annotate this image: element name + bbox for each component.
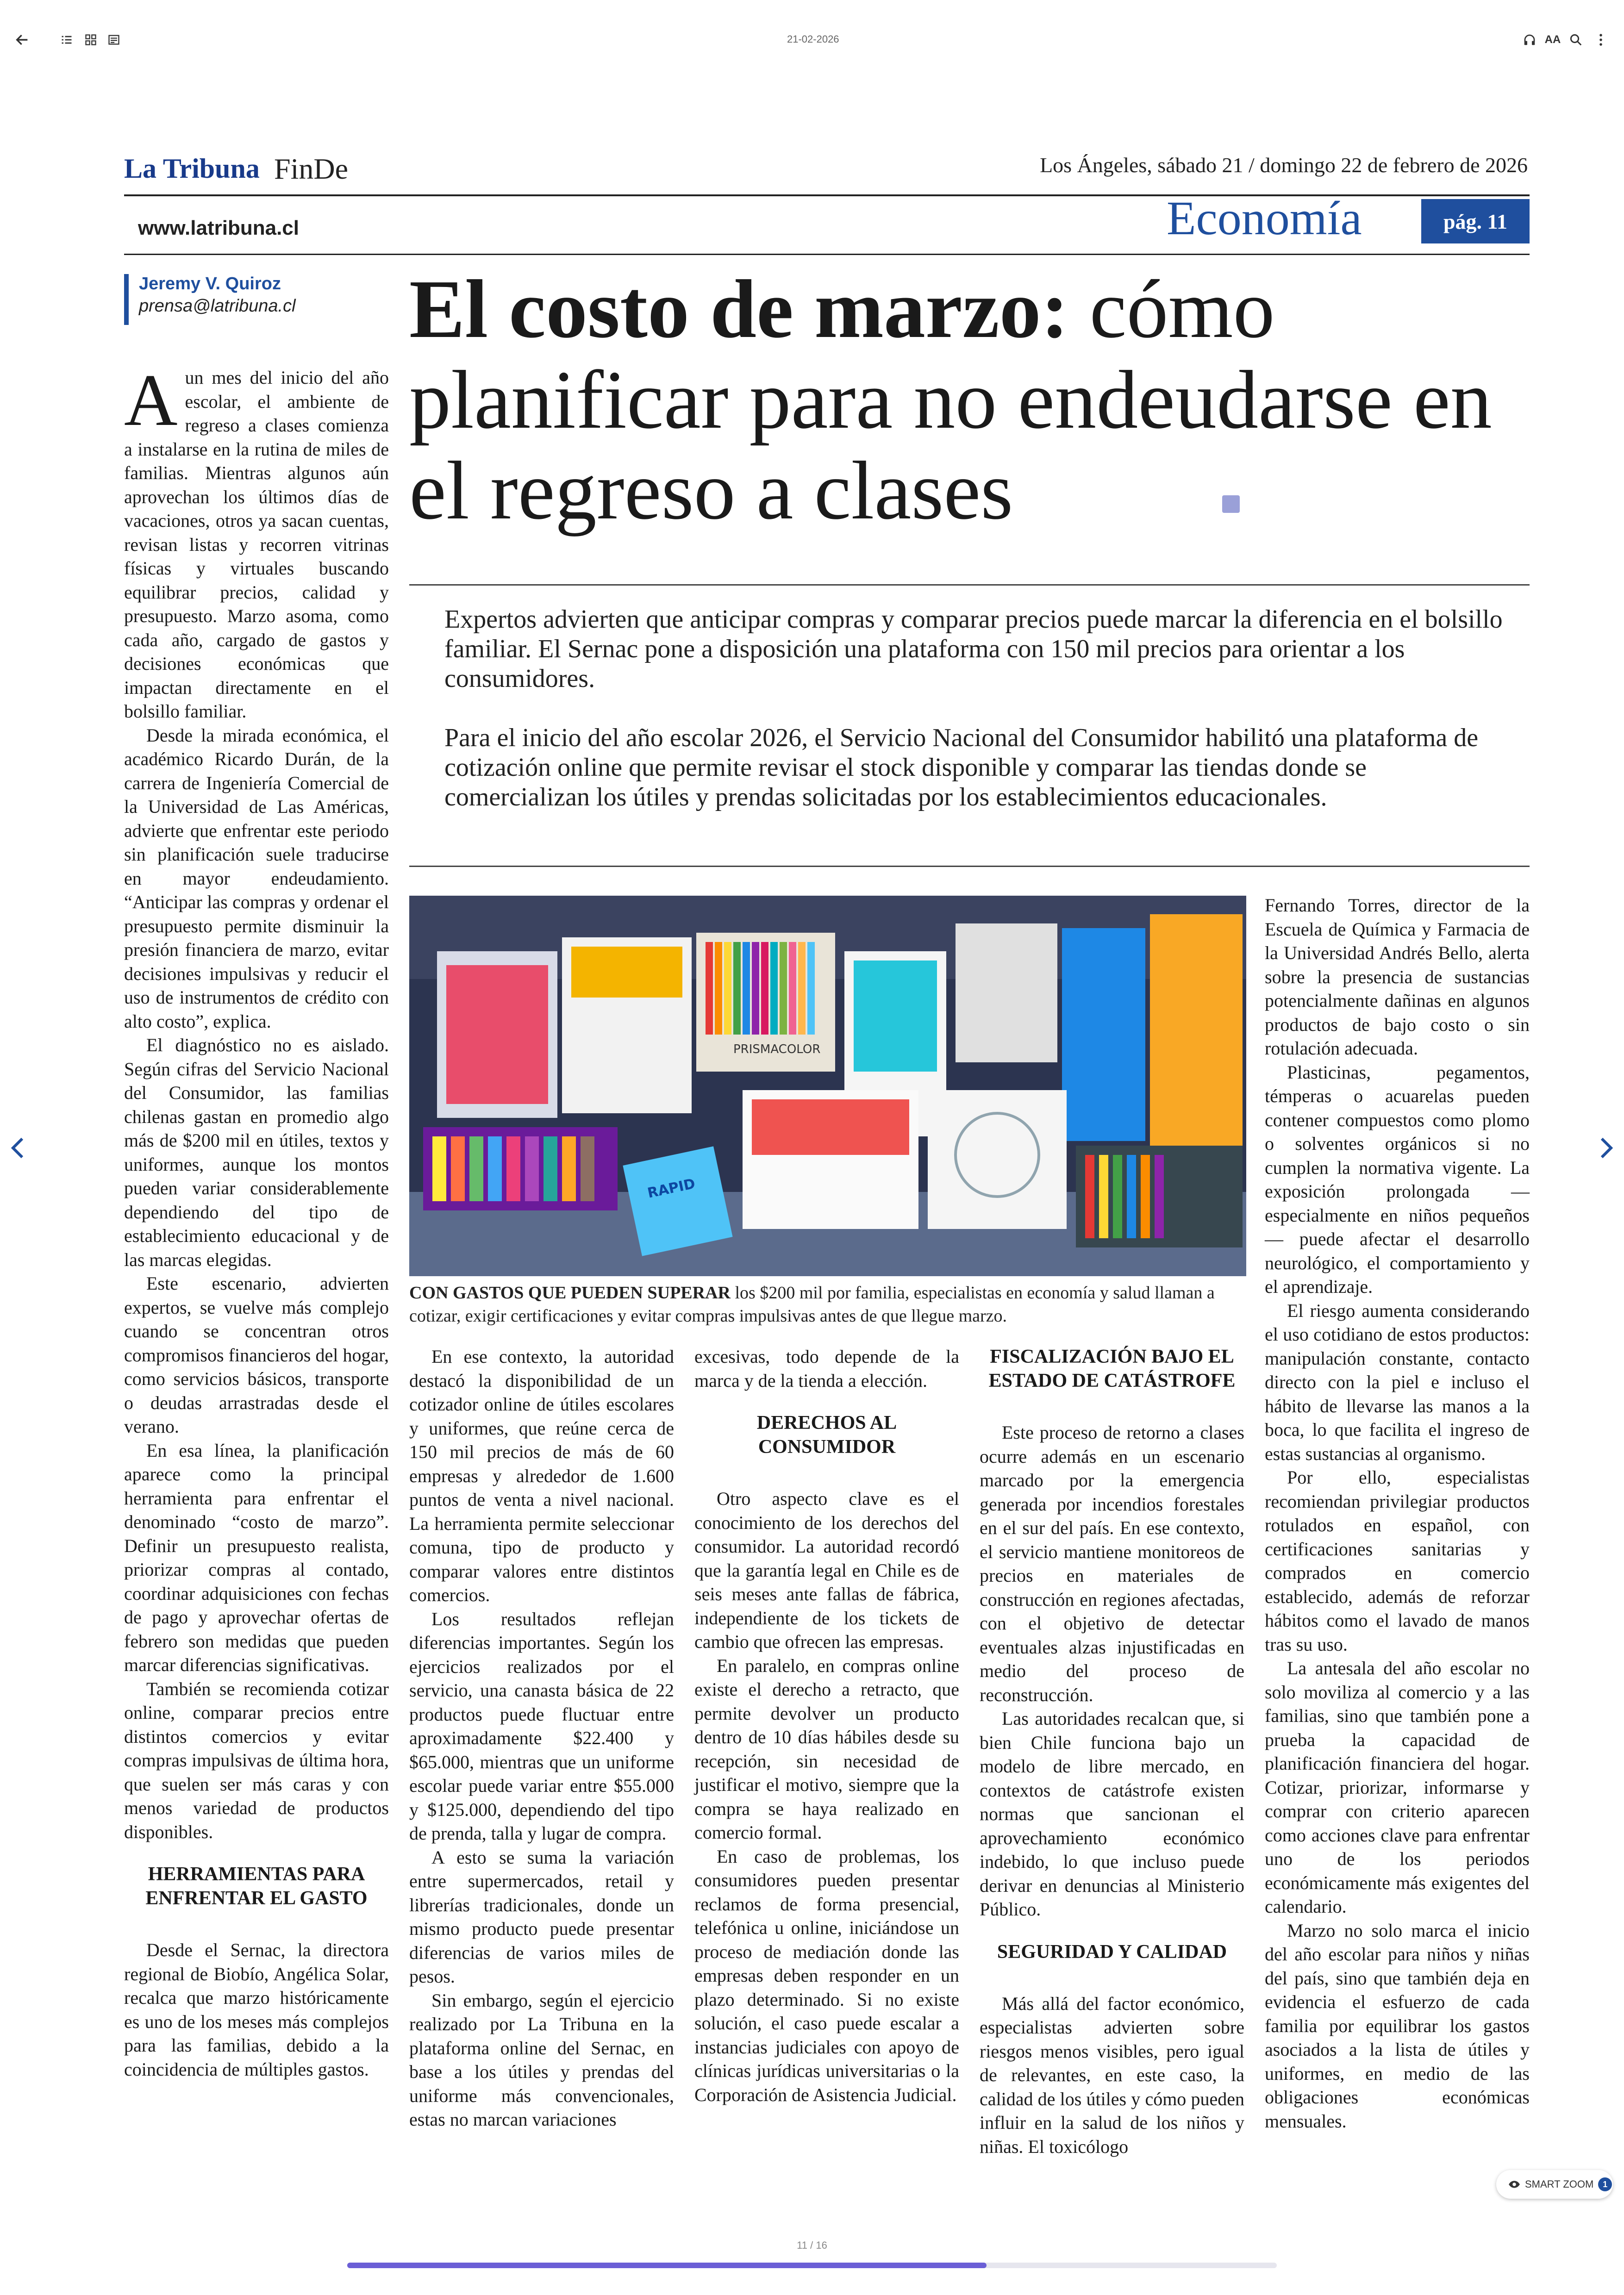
- headline: [409, 264, 1530, 536]
- paragraph: Otro aspecto clave es el conocimiento de los derechos del consumidor. La autoridad recordó que la garantía legal en Chile es de seis meses ante fallas de fábrica, independiente de los tickets de cambio que ofrecen las empresas.: [694, 1488, 959, 1652]
- paragraph: El riesgo aumenta considerando el uso cotidiano de estos productos: manipulación constante, contacto directo con la piel e incluso el hábito de llevarse las manos a la boca, lo que facilita el ingreso de estas sustancias al organismo.: [1265, 1300, 1530, 1464]
- list-icon: [60, 33, 73, 46]
- edition-name: FinDe: [274, 152, 348, 185]
- audio-marker[interactable]: [1222, 495, 1240, 513]
- paragraph: En paralelo, en compras online existe el derecho a retracto, que permite devolver un producto dentro de 10 días hábiles desde su recepción, sin necesidad de justificar el motivo, siempre que la compra se haya realizado en comercio formal.: [694, 1655, 959, 1843]
- subheading: SEGURIDAD Y CALIDAD: [997, 1941, 1227, 1963]
- lede: [444, 605, 1509, 842]
- paragraph-text: un mes del inicio del año escolar, el ambiente de regreso a clases comienza a instalarse en la rutina de miles de familias. Mientras algunos aún aprovechan los últimos días de vacaciones, otros ya sacan cuentas, revisan listas y recorren vitrinas físicas y virtuales buscando equilibrar precios, calidad y presupuesto. Marzo asoma, como cada año, cargado de gastos y decisiones económicas que impactan directamente en el bolsillo familiar.: [124, 367, 389, 722]
- school-supplies-image: [409, 896, 1246, 1276]
- eye-icon: [1508, 2180, 1520, 2189]
- paragraph: En caso de problemas, los consumidores pueden presentar reclamos de forma presencial, telefónica u online, iniciándose un proceso de mediación donde las empresas deben responder en un plazo determinado. Si no existe solución, el caso puede escalar a instancias judiciales con apoyo de clínicas jurídicas universitarias o la Corporación de Asistencia Judicial.: [694, 1846, 959, 2105]
- more-button[interactable]: [1590, 29, 1612, 51]
- arrow-left-icon: [14, 32, 30, 48]
- paragraph: Plasticinas, pegamentos, témperas o acuarelas pueden contener compuestos como plomo o solventes orgánicos si no cumplen la normativa vigente. La exposición prolongada —especialmente en niños pequeños— puede afectar el desarrollo neurológico, el comportamiento y el aprendizaje.: [1265, 1061, 1530, 1297]
- paragraph: En ese contexto, la autoridad destacó la disponibilidad de un cotizador online de útiles escolares y uniformes, que reúne cerca de 150 mil precios de más de 60 empresas y alrededor de 1.600 puntos de venta a nivel nacional. La herramienta permite seleccionar comuna, tipo de producto y comparar valores entre distintos comercios.: [409, 1346, 674, 1605]
- lede-paragraph: Expertos advierten que anticipar compras y comparar precios puede marcar la diferencia en el bolsillo familiar. El Sernac pone a disposición una plataforma con 150 mil precios para orientar a los consumidores.: [444, 605, 1503, 693]
- photo-caption: [409, 1281, 1246, 1328]
- caption-lead: CON GASTOS QUE PUEDEN SUPERAR: [409, 1283, 731, 1303]
- website: www.latribuna.cl: [138, 217, 299, 239]
- paragraph: Sin embargo, según el ejercicio realizado por La Tribuna en la plataforma online del Sernac, en base a los útiles y prendas del uniforme más convencionales, estas no marcan variaciones: [409, 1989, 674, 2130]
- paragraph: Desde la mirada económica, el académico Ricardo Durán, de la carrera de Ingeniería Comercial de la Universidad de Las Américas, advierte que enfrentar este periodo sin planificación suele traducirse en mayor endeudamiento. “Anticipar las compras y ordenar el presupuesto permite disminuir la presión financiera de marzo, evitar decisiones impulsivas y reducir el uso de instrumentos de crédito con alto costo”, explica.: [124, 724, 389, 1032]
- smart-zoom-label: SMART ZOOM: [1525, 2178, 1594, 2190]
- paragraph: En esa línea, la planificación aparece como la principal herramienta para enfrentar el denominado “costo de marzo”. Definir un presupuesto realista, priorizar compras al contado, coordinar adquisiciones con fechas de pago y aprovechar ofertas de febrero son medidas que pueden marcar diferencias significativas.: [124, 1440, 389, 1675]
- lede-bottom-rule: [409, 866, 1530, 867]
- article-icon: [107, 33, 120, 46]
- paragraph: También se recomienda cotizar online, comparar precios entre distintos comercios y evitar compras impulsivas de última hora, que suelen ser más caras y con menos variedad de productos disponibles.: [124, 1678, 389, 1842]
- grid-icon: [84, 33, 97, 46]
- prismacolor-label: PRISMACOLOR: [733, 1042, 821, 1056]
- back-button[interactable]: [11, 29, 33, 51]
- author-accent-bar: [124, 274, 129, 325]
- reading-progress-fill: [347, 2263, 987, 2268]
- previous-page-button[interactable]: [4, 1129, 31, 1166]
- list-view-button[interactable]: [56, 29, 78, 51]
- paragraph: El diagnóstico no es aislado. Según cifras del Servicio Nacional del Consumidor, las familias chilenas gastan en promedio algo más de $200 mil en útiles, textos y uniformes, aunque los montos pueden variar considerablemente dependiendo del tipo de establecimiento educacional y de las marcas elegidas.: [124, 1035, 389, 1270]
- paragraph: [124, 359, 389, 723]
- article-column-5: [1265, 893, 1530, 2133]
- article-view-button[interactable]: [103, 29, 125, 51]
- paragraph: Este escenario, advierten expertos, se vuelve más complejo cuando se concentran otros compromisos financieros del hogar, como servicios básicos, transporte o deudas arrastradas desde el verano.: [124, 1273, 389, 1437]
- search-button[interactable]: [1565, 29, 1587, 51]
- paragraph: La antesala del año escolar no solo moviliza al comercio y a las familias, sino que también pone a prueba la capacidad de planificación financiera del hogar. Cotizar, priorizar, informarse y comprar con criterio aparecen como acciones clave para enfrentar uno de los periodos económicamente más exigentes del calendario.: [1265, 1658, 1530, 1917]
- subheading: DERECHOS AL CONSUMIDOR: [756, 1412, 897, 1458]
- article-column-1: [124, 359, 389, 2081]
- author-name: Jeremy V. Quiroz: [139, 274, 281, 293]
- paragraph: excesivas, todo depende de la marca y de la tienda a elección.: [694, 1346, 959, 1391]
- article-column-4: [980, 1345, 1244, 2158]
- paragraph: Este proceso de retorno a clases ocurre además en un escenario marcado por la emergencia generada por incendios forestales en el sur del país. En ese contexto, el servicio mantiene monitoreos de precios en materiales de construcción en regiones afectadas, con el objetivo de detectar eventuales alzas injustificadas en medio del proceso de reconstrucción.: [980, 1422, 1244, 1705]
- page-indicator: 11 / 16: [797, 2239, 827, 2251]
- section-title: Economía: [1167, 192, 1362, 245]
- paragraph: Más allá del factor económico, especialistas advierten sobre riesgos menos visibles, pero igual de relevantes, en este caso, la calidad de los útiles y cómo pueden influir en la salud de los niños y niñas. El toxicólogo: [980, 1993, 1244, 2157]
- paragraph: A esto se suma la variación entre supermercados, retail y librerías tradicionales, donde un mismo producto puede presentar diferencias de varios miles de pesos.: [409, 1846, 674, 1987]
- issue-date: 21-02-2026: [787, 33, 839, 45]
- caption-text: los $200 mil por familia, especialistas en economía y salud llaman a cotizar, exigir certificaciones y evitar compras impulsivas antes de que llegue marzo.: [409, 1283, 1215, 1326]
- article-column-2: [409, 1345, 674, 2132]
- page-label: pág. 11: [1421, 199, 1530, 243]
- headline-bold: El costo de marzo:: [409, 263, 1069, 355]
- smart-zoom-count: 1: [1598, 2177, 1612, 2191]
- newspaper-logo: La Tribuna: [124, 153, 260, 184]
- headline-rest: cómo planificar para no endeudarse en el regreso a clases: [409, 263, 1492, 536]
- date-line: Los Ángeles, sábado 21 / domingo 22 de febrero de 2026: [1040, 153, 1528, 177]
- author-email: prensa@latribuna.cl: [139, 296, 296, 316]
- school-supplies-photo: [409, 896, 1246, 1276]
- lede-top-rule: [409, 584, 1530, 586]
- search-icon: [1569, 33, 1583, 47]
- text-size-button[interactable]: AA: [1544, 33, 1561, 46]
- article-column-3: [694, 1345, 959, 2107]
- subheading: FISCALIZACIÓN BAJO EL ESTADO DE CATÁSTROFE: [988, 1346, 1236, 1391]
- more-vertical-icon: [1599, 33, 1603, 47]
- paragraph: Desde el Sernac, la directora regional de Biobío, Angélica Solar, recalca que marzo históricamente es uno de los meses más complejos para las familias, debido a la coincidencia de múltiples gastos.: [124, 1940, 389, 2080]
- chevron-right-icon: [1599, 1136, 1613, 1160]
- paragraph: Por ello, especialistas recomiendan privilegiar productos rotulados en español, con certificaciones sanitarias y comprados en comercio establecido, además de reforzar hábitos como el lavado de manos tras su uso.: [1265, 1467, 1530, 1655]
- chevron-left-icon: [11, 1136, 25, 1160]
- paragraph: Marzo no solo marca el inicio del año escolar para niños y niñas del país, sino que también deja en evidencia el esfuerzo de cada familia por equilibrar los gastos asociados a la lista de útiles y uniformes, en medio de las obligaciones económicas mensuales.: [1265, 1920, 1530, 2132]
- next-page-button[interactable]: [1593, 1129, 1620, 1166]
- rapid-label: RAPID: [646, 1175, 697, 1202]
- audio-button[interactable]: [1518, 29, 1541, 51]
- paragraph: Fernando Torres, director de la Escuela de Química y Farmacia de la Universidad Andrés Bello, alerta sobre la presencia de sustancias potencialmente dañinas en algunos productos de bajo costo o sin rotulación adecuada.: [1265, 895, 1530, 1059]
- paragraph: Los resultados reflejan diferencias importantes. Según los ejercicios realizados por el servicio, una canasta básica de 22 productos puede fluctuar entre aproximadamente $22.400 y $65.000, mientras que un uniforme escolar puede variar entre $55.000 y $125.000, dependiendo del tipo de prenda, talla y lugar de compra.: [409, 1608, 674, 1844]
- grid-view-button[interactable]: [80, 29, 102, 51]
- drop-cap: A: [124, 359, 178, 441]
- headphones-icon: [1523, 33, 1537, 47]
- smart-zoom-button[interactable]: [1496, 2170, 1613, 2199]
- section-rule: [124, 254, 1530, 255]
- lede-paragraph: Para el inicio del año escolar 2026, el Servicio Nacional del Consumidor habilitó una plataforma de cotización online que permite revisar el stock disponible y comparar las tiendas donde se comercializan los útiles y prendas solicitadas por los establecimientos educacionales.: [444, 723, 1479, 811]
- paragraph: Las autoridades recalcan que, si bien Chile funciona bajo un modelo de libre mercado, en contextos de catástrofe existen normas que sancionan el aprovechamiento económico indebido, lo que incluso puede derivar en denuncias al Ministerio Público.: [980, 1708, 1244, 1920]
- subheading: HERRAMIENTAS PARA ENFRENTAR EL GASTO: [145, 1864, 368, 1909]
